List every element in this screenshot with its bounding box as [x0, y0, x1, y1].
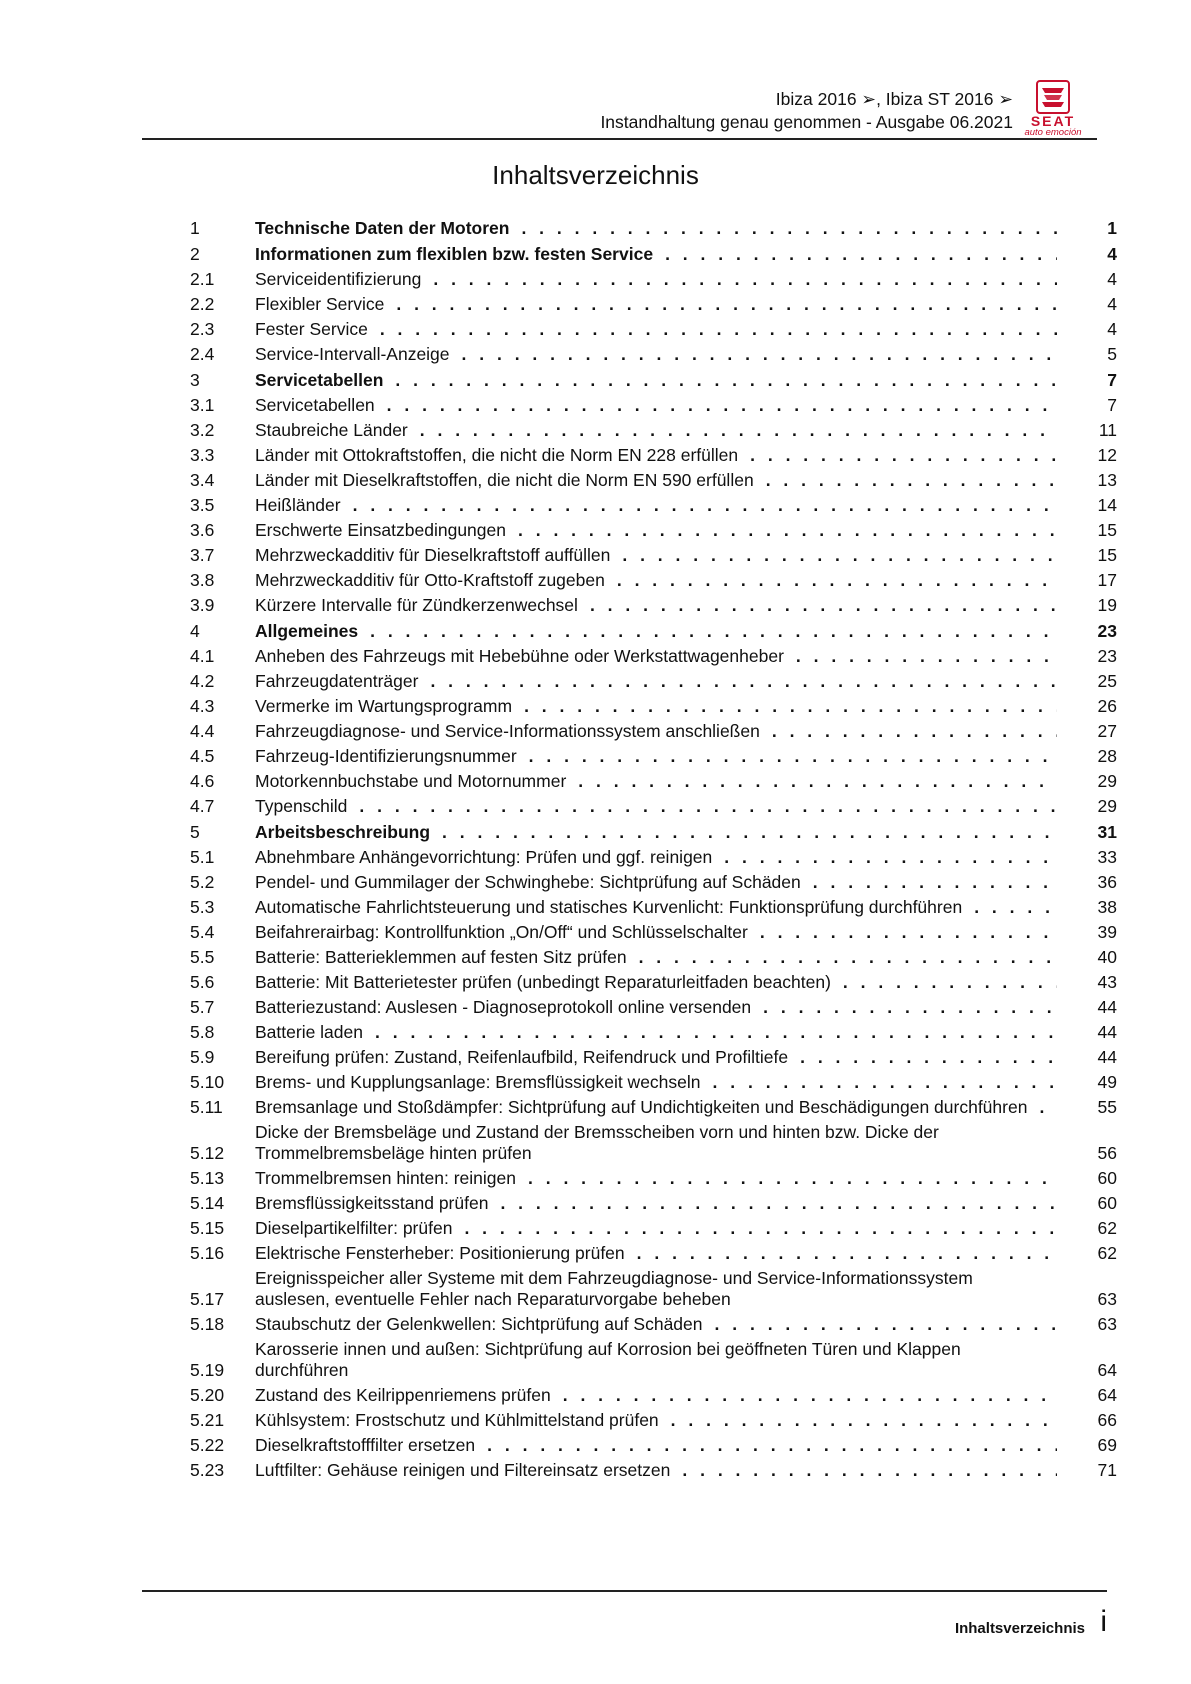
toc-section-row [190, 872, 1117, 893]
toc-page-number: 64 [1097, 1385, 1117, 1405]
toc-number: 3.6 [190, 520, 215, 540]
toc-page-number: 23 [1097, 621, 1117, 641]
toc-title-wrap [255, 1072, 1077, 1093]
toc-title: Erschwerte Einsatzbedingungen [255, 520, 506, 540]
toc-title-wrap [255, 671, 1077, 692]
toc-leader-dots [442, 822, 1057, 843]
toc-leader-dots [713, 1072, 1057, 1093]
toc-number: 5.7 [190, 997, 215, 1017]
toc-title: Flexibler Service [255, 294, 385, 314]
toc-page-number: 26 [1097, 696, 1117, 716]
toc-title: Luftfilter: Gehäuse reinigen und Filtereinsatz ersetzen [255, 1460, 671, 1480]
toc-page-number: 4 [1107, 294, 1117, 314]
toc-leader-dots [359, 796, 1057, 817]
toc-page-number: 31 [1097, 822, 1117, 842]
toc-title-wrap [255, 495, 1077, 516]
toc-title: Servicetabellen [255, 370, 384, 390]
toc-page-number: 44 [1097, 997, 1117, 1017]
header-model-line: Ibiza 2016 ➢, Ibiza ST 2016 ➢ [775, 89, 1013, 109]
footer-rule [142, 1590, 1107, 1592]
toc-page-number: 7 [1107, 370, 1117, 390]
toc-number: 3.9 [190, 595, 215, 615]
toc-page-number: 39 [1097, 922, 1117, 942]
toc-title: Fahrzeugdiagnose- und Service-Informationssystem anschließen [255, 721, 760, 741]
toc-chapter-row [190, 244, 1117, 265]
toc-section-row [190, 420, 1117, 441]
toc-title: Länder mit Dieselkraftstoffen, die nicht die Norm EN 590 erfüllen [255, 470, 754, 490]
toc-leader-dots [396, 294, 1057, 315]
toc-leader-dots [370, 621, 1057, 642]
toc-section-row [190, 897, 1117, 918]
toc-section-row [190, 1339, 1117, 1381]
toc-title-wrap [255, 922, 1077, 943]
toc-title: Abnehmbare Anhängevorrichtung: Prüfen und ggf. reinigen [255, 847, 713, 867]
toc-title: Batteriezustand: Auslesen - Diagnoseprotokoll online versenden [255, 997, 752, 1017]
toc-number: 4.4 [190, 721, 215, 741]
toc-title: Bereifung prüfen: Zustand, Reifenlaufbild, Reifendruck und Profiltiefe [255, 1047, 789, 1067]
toc-number: 3.1 [190, 395, 215, 415]
toc-title: Dieselkraftstofffilter ersetzen [255, 1435, 476, 1455]
toc-title: Dieselpartikelfilter: prüfen [255, 1218, 453, 1238]
toc-number: 4.7 [190, 796, 215, 816]
toc-title-wrap [255, 420, 1077, 441]
toc-page-number: 27 [1097, 721, 1117, 741]
seat-logo [1017, 80, 1089, 138]
toc-title: Service-Intervall-Anzeige [255, 344, 450, 364]
toc-section-row [190, 771, 1117, 792]
toc-title: Serviceidentifizierung [255, 269, 422, 289]
toc-section-row [190, 671, 1117, 692]
toc-number: 2.2 [190, 294, 215, 314]
toc-title: Kürzere Intervalle für Zündkerzenwechsel [255, 595, 578, 615]
toc-leader-dots [380, 319, 1057, 340]
toc-section-row [190, 1047, 1117, 1068]
toc-title: Bremsflüssigkeitsstand prüfen [255, 1193, 489, 1213]
toc-number: 2 [190, 244, 200, 264]
toc-leader-dots [1039, 1097, 1057, 1118]
toc-section-row [190, 1072, 1117, 1093]
toc-leader-dots [500, 1193, 1057, 1214]
toc-section-row [190, 344, 1117, 365]
toc-section-row [190, 1193, 1117, 1214]
toc-page-number: 15 [1097, 545, 1117, 565]
toc-title-wrap [255, 796, 1077, 817]
toc-leader-dots [760, 922, 1057, 943]
toc-page-number: 29 [1097, 796, 1117, 816]
toc-chapter-row [190, 822, 1117, 843]
toc-page-number: 66 [1097, 1410, 1117, 1430]
toc-title: Technische Daten der Motoren [255, 218, 510, 238]
toc-leader-dots [813, 872, 1057, 893]
toc-section-row [190, 395, 1117, 416]
toc-leader-dots [433, 269, 1057, 290]
toc-number: 5.13 [190, 1168, 225, 1188]
toc-title-wrap [255, 570, 1077, 591]
toc-title-wrap [255, 395, 1077, 416]
toc-number: 3.5 [190, 495, 215, 515]
toc-section-row [190, 746, 1117, 767]
toc-title-wrap [255, 1122, 1077, 1164]
toc-page-number: 4 [1107, 319, 1117, 339]
toc-title-wrap [255, 621, 1077, 642]
toc-page-number: 4 [1107, 269, 1117, 289]
toc-page-number: 62 [1097, 1218, 1117, 1238]
toc-leader-dots [528, 1168, 1057, 1189]
toc-title: Automatische Fahrlichtsteuerung und statisches Kurvenlicht: Funktionsprüfung durchführen [255, 897, 963, 917]
toc-number: 3.4 [190, 470, 215, 490]
toc-leader-dots [375, 1022, 1057, 1043]
toc-title: Elektrische Fensterheber: Positionierung prüfen [255, 1243, 625, 1263]
toc-number: 5.22 [190, 1435, 225, 1455]
table-of-contents [190, 218, 1117, 1485]
toc-number: 4 [190, 621, 200, 641]
toc-title: Pendel- und Gummilager der Schwinghebe: Sichtprüfung auf Schäden [255, 872, 801, 892]
toc-leader-dots [590, 595, 1057, 616]
toc-title: Arbeitsbeschreibung [255, 822, 431, 842]
toc-title: Beifahrerairbag: Kontrollfunktion „On/Off“ und Schlüsselschalter [255, 922, 748, 942]
toc-title-wrap [255, 1193, 1077, 1214]
toc-page-number: 60 [1097, 1168, 1117, 1188]
toc-chapter-row [190, 370, 1117, 391]
toc-number: 5.16 [190, 1243, 225, 1263]
header-rule [142, 138, 1097, 140]
toc-section-row [190, 495, 1117, 516]
toc-page-number: 64 [1097, 1360, 1117, 1380]
page-title: Inhaltsverzeichnis [492, 160, 699, 190]
toc-section-row [190, 570, 1117, 591]
toc-leader-dots [521, 218, 1057, 239]
toc-page-number: 12 [1097, 445, 1117, 465]
toc-title-wrap [255, 218, 1077, 239]
toc-number: 3.3 [190, 445, 215, 465]
toc-title: Allgemeines [255, 621, 359, 641]
toc-title-wrap [255, 847, 1077, 868]
toc-section-row [190, 520, 1117, 541]
toc-section-row [190, 1385, 1117, 1406]
toc-title-wrap [255, 1047, 1077, 1068]
toc-leader-dots [529, 746, 1057, 767]
toc-number: 2.4 [190, 344, 215, 364]
footer-page-number: i [1100, 1605, 1107, 1638]
toc-title: Trommelbremsen hinten: reinigen [255, 1168, 516, 1188]
toc-number: 5.23 [190, 1460, 225, 1480]
toc-number: 4.1 [190, 646, 215, 666]
toc-page-number: 5 [1107, 344, 1117, 364]
toc-title: Mehrzweckadditiv für Otto-Kraftstoff zugeben [255, 570, 605, 590]
toc-page-number: 36 [1097, 872, 1117, 892]
toc-number: 5.12 [190, 1143, 225, 1163]
toc-page-number: 40 [1097, 947, 1117, 967]
toc-title-wrap [255, 1339, 1077, 1381]
logo-slogan: auto emoción [1024, 127, 1082, 138]
toc-title-wrap [255, 1314, 1077, 1335]
toc-leader-dots [563, 1385, 1057, 1406]
toc-section-row [190, 470, 1117, 491]
toc-title-wrap [255, 344, 1077, 365]
toc-title-wrap [255, 470, 1077, 491]
toc-section-row [190, 1410, 1117, 1431]
toc-section-row [190, 269, 1117, 290]
toc-leader-dots [766, 470, 1057, 491]
toc-title-wrap [255, 822, 1077, 843]
toc-title-wrap [255, 1168, 1077, 1189]
toc-leader-dots [671, 1410, 1057, 1431]
toc-page-number: 63 [1097, 1289, 1117, 1309]
toc-page-number: 56 [1097, 1143, 1117, 1163]
toc-page-number: 44 [1097, 1047, 1117, 1067]
toc-section-row [190, 294, 1117, 315]
toc-leader-dots [464, 1218, 1057, 1239]
header-text [600, 88, 1013, 134]
toc-title-wrap [255, 771, 1077, 792]
toc-leader-dots [800, 1047, 1057, 1068]
toc-number: 2.3 [190, 319, 215, 339]
toc-page-number: 38 [1097, 897, 1117, 917]
toc-section-row [190, 646, 1117, 667]
toc-number: 5.5 [190, 947, 215, 967]
toc-leader-dots [715, 1314, 1057, 1335]
toc-title-wrap [255, 520, 1077, 541]
toc-page-number: 1 [1107, 218, 1117, 238]
toc-title: Vermerke im Wartungsprogramm [255, 696, 513, 716]
toc-page-number: 28 [1097, 746, 1117, 766]
toc-section-row [190, 445, 1117, 466]
toc-page-number: 43 [1097, 972, 1117, 992]
toc-title: Fester Service [255, 319, 368, 339]
toc-title-wrap [255, 370, 1077, 391]
toc-section-row [190, 997, 1117, 1018]
toc-section-row [190, 1122, 1117, 1164]
toc-title: Zustand des Keilrippenriemens prüfen [255, 1385, 551, 1405]
toc-leader-dots [420, 420, 1057, 441]
header-edition-line: Instandhaltung genau genommen - Ausgabe 06.2021 [600, 112, 1013, 132]
toc-leader-dots [617, 570, 1057, 591]
toc-section-row [190, 1022, 1117, 1043]
toc-title-wrap [255, 1268, 1077, 1310]
toc-number: 5.21 [190, 1410, 225, 1430]
toc-section-row [190, 545, 1117, 566]
toc-section-row [190, 696, 1117, 717]
toc-number: 1 [190, 218, 200, 238]
toc-title-wrap [255, 1097, 1077, 1118]
toc-section-row [190, 1218, 1117, 1239]
toc-page-number: 25 [1097, 671, 1117, 691]
toc-leader-dots [772, 721, 1057, 742]
toc-leader-dots [430, 671, 1057, 692]
toc-title: Brems- und Kupplungsanlage: Bremsflüssigkeit wechseln [255, 1072, 701, 1092]
toc-title-wrap [255, 746, 1077, 767]
toc-title: Ereignisspeicher aller Systeme mit dem Fahrzeugdiagnose- und Service-Informationssystem auslesen, eventuelle Fehler nach Reparaturvorgabe beheben [255, 1268, 973, 1309]
toc-section-row [190, 721, 1117, 742]
toc-section-row [190, 1314, 1117, 1335]
toc-title-wrap [255, 721, 1077, 742]
toc-leader-dots [518, 520, 1057, 541]
toc-section-row [190, 1435, 1117, 1456]
logo-brand-text: SEAT [1030, 113, 1076, 129]
toc-page-number: 19 [1097, 595, 1117, 615]
toc-page-number: 7 [1107, 395, 1117, 415]
toc-number: 5 [190, 822, 200, 842]
toc-page-number: 23 [1097, 646, 1117, 666]
toc-section-row [190, 1268, 1117, 1310]
toc-number: 5.10 [190, 1072, 225, 1092]
toc-number: 5.14 [190, 1193, 225, 1213]
toc-number: 4.6 [190, 771, 215, 791]
toc-leader-dots [353, 495, 1057, 516]
toc-leader-dots [637, 1243, 1057, 1264]
toc-title-wrap [255, 244, 1077, 265]
toc-page-number: 14 [1097, 495, 1117, 515]
footer-label: Inhaltsverzeichnis [954, 1620, 1085, 1637]
toc-title-wrap [255, 1410, 1077, 1431]
toc-leader-dots [796, 646, 1057, 667]
toc-title: Bremsanlage und Stoßdämpfer: Sichtprüfung auf Undichtigkeiten und Beschädigungen durchführen [255, 1097, 1028, 1117]
toc-leader-dots [387, 395, 1057, 416]
toc-number: 5.6 [190, 972, 215, 992]
toc-number: 5.3 [190, 897, 215, 917]
toc-leader-dots [843, 972, 1057, 993]
toc-title-wrap [255, 1243, 1077, 1264]
toc-page-number: 11 [1098, 420, 1117, 440]
toc-title-wrap [255, 294, 1077, 315]
toc-title: Anheben des Fahrzeugs mit Hebebühne oder Werkstattwagenheber [255, 646, 784, 666]
toc-number: 5.11 [190, 1097, 223, 1117]
toc-title-wrap [255, 872, 1077, 893]
toc-leader-dots [974, 897, 1057, 918]
toc-number: 3.8 [190, 570, 215, 590]
toc-number: 5.20 [190, 1385, 225, 1405]
toc-title: Mehrzweckadditiv für Dieselkraftstoff auffüllen [255, 545, 611, 565]
toc-number: 5.15 [190, 1218, 225, 1238]
toc-number: 5.1 [190, 847, 215, 867]
toc-page-number: 13 [1097, 470, 1117, 490]
toc-page-number: 15 [1097, 520, 1117, 540]
toc-number: 4.3 [190, 696, 215, 716]
toc-page-number: 33 [1097, 847, 1117, 867]
toc-leader-dots [682, 1460, 1057, 1481]
toc-section-row [190, 1097, 1117, 1118]
toc-title: Staubschutz der Gelenkwellen: Sichtprüfung auf Schäden [255, 1314, 703, 1334]
toc-number: 5.4 [190, 922, 215, 942]
toc-section-row [190, 796, 1117, 817]
toc-title: Staubreiche Länder [255, 420, 408, 440]
toc-page-number: 29 [1097, 771, 1117, 791]
toc-section-row [190, 972, 1117, 993]
toc-section-row [190, 922, 1117, 943]
toc-leader-dots [639, 947, 1057, 968]
toc-section-row [190, 1460, 1117, 1481]
toc-title: Servicetabellen [255, 395, 375, 415]
toc-leader-dots [462, 344, 1057, 365]
toc-title: Batterie laden [255, 1022, 363, 1042]
toc-number: 3.7 [190, 545, 215, 565]
toc-page-number: 62 [1097, 1243, 1117, 1263]
toc-leader-dots [750, 445, 1057, 466]
toc-title: Dicke der Bremsbeläge und Zustand der Bremsscheiben vorn und hinten bzw. Dicke der Trommelbremsbeläge hinten prüfen [255, 1122, 939, 1163]
toc-leader-dots [487, 1435, 1057, 1456]
toc-title-wrap [255, 319, 1077, 340]
toc-leader-dots [395, 370, 1057, 391]
toc-title-wrap [255, 1435, 1077, 1456]
toc-page-number: 55 [1097, 1097, 1117, 1117]
toc-number: 3.2 [190, 420, 215, 440]
toc-number: 5.17 [190, 1289, 225, 1309]
toc-title: Karosserie innen und außen: Sichtprüfung auf Korrosion bei geöffneten Türen und Klappen durchführen [255, 1339, 961, 1380]
toc-section-row [190, 947, 1117, 968]
toc-number: 5.8 [190, 1022, 215, 1042]
toc-section-row [190, 319, 1117, 340]
toc-number: 5.2 [190, 872, 215, 892]
toc-page-number: 63 [1097, 1314, 1117, 1334]
toc-title: Fahrzeug-Identifizierungsnummer [255, 746, 517, 766]
toc-title: Länder mit Ottokraftstoffen, die nicht die Norm EN 228 erfüllen [255, 445, 739, 465]
toc-section-row [190, 595, 1117, 616]
toc-title-wrap [255, 1218, 1077, 1239]
toc-leader-dots [578, 771, 1057, 792]
toc-title: Typenschild [255, 796, 348, 816]
toc-title-wrap [255, 997, 1077, 1018]
toc-title: Kühlsystem: Frostschutz und Kühlmittelstand prüfen [255, 1410, 659, 1430]
toc-title: Motorkennbuchstabe und Motornummer [255, 771, 567, 791]
toc-leader-dots [524, 696, 1057, 717]
toc-page-number: 44 [1097, 1022, 1117, 1042]
toc-page-number: 60 [1097, 1193, 1117, 1213]
toc-title-wrap [255, 269, 1077, 290]
toc-number: 5.18 [190, 1314, 225, 1334]
toc-title-wrap [255, 445, 1077, 466]
toc-section-row [190, 847, 1117, 868]
toc-chapter-row [190, 621, 1117, 642]
toc-section-row [190, 1168, 1117, 1189]
toc-leader-dots [763, 997, 1057, 1018]
toc-number: 4.2 [190, 671, 215, 691]
toc-page-number: 49 [1097, 1072, 1117, 1092]
toc-title: Fahrzeugdatenträger [255, 671, 419, 691]
toc-chapter-row [190, 218, 1117, 239]
seat-logo-icon [1035, 80, 1071, 114]
toc-leader-dots [665, 244, 1057, 265]
toc-title: Heißländer [255, 495, 341, 515]
toc-title-wrap [255, 1022, 1077, 1043]
toc-number: 3 [190, 370, 200, 390]
toc-number: 2.1 [190, 269, 215, 289]
toc-number: 4.5 [190, 746, 215, 766]
toc-leader-dots [724, 847, 1057, 868]
toc-section-row [190, 1243, 1117, 1264]
toc-title-wrap [255, 545, 1077, 566]
toc-title-wrap [255, 595, 1077, 616]
toc-number: 5.19 [190, 1360, 225, 1380]
toc-page-number: 4 [1107, 244, 1117, 264]
toc-title-wrap [255, 972, 1077, 993]
toc-title: Informationen zum flexiblen bzw. festen Service [255, 244, 654, 264]
toc-title: Batterie: Mit Batterietester prüfen (unbedingt Reparaturleitfaden beachten) [255, 972, 831, 992]
toc-leader-dots [622, 545, 1057, 566]
toc-title-wrap [255, 897, 1077, 918]
toc-title-wrap [255, 947, 1077, 968]
toc-title: Batterie: Batterieklemmen auf festen Sitz prüfen [255, 947, 627, 967]
toc-title-wrap [255, 646, 1077, 667]
toc-title-wrap [255, 696, 1077, 717]
toc-page-number: 17 [1097, 570, 1117, 590]
toc-number: 5.9 [190, 1047, 215, 1067]
toc-title-wrap [255, 1385, 1077, 1406]
toc-page-number: 71 [1097, 1460, 1117, 1480]
toc-title-wrap [255, 1460, 1077, 1481]
toc-page-number: 69 [1097, 1435, 1117, 1455]
